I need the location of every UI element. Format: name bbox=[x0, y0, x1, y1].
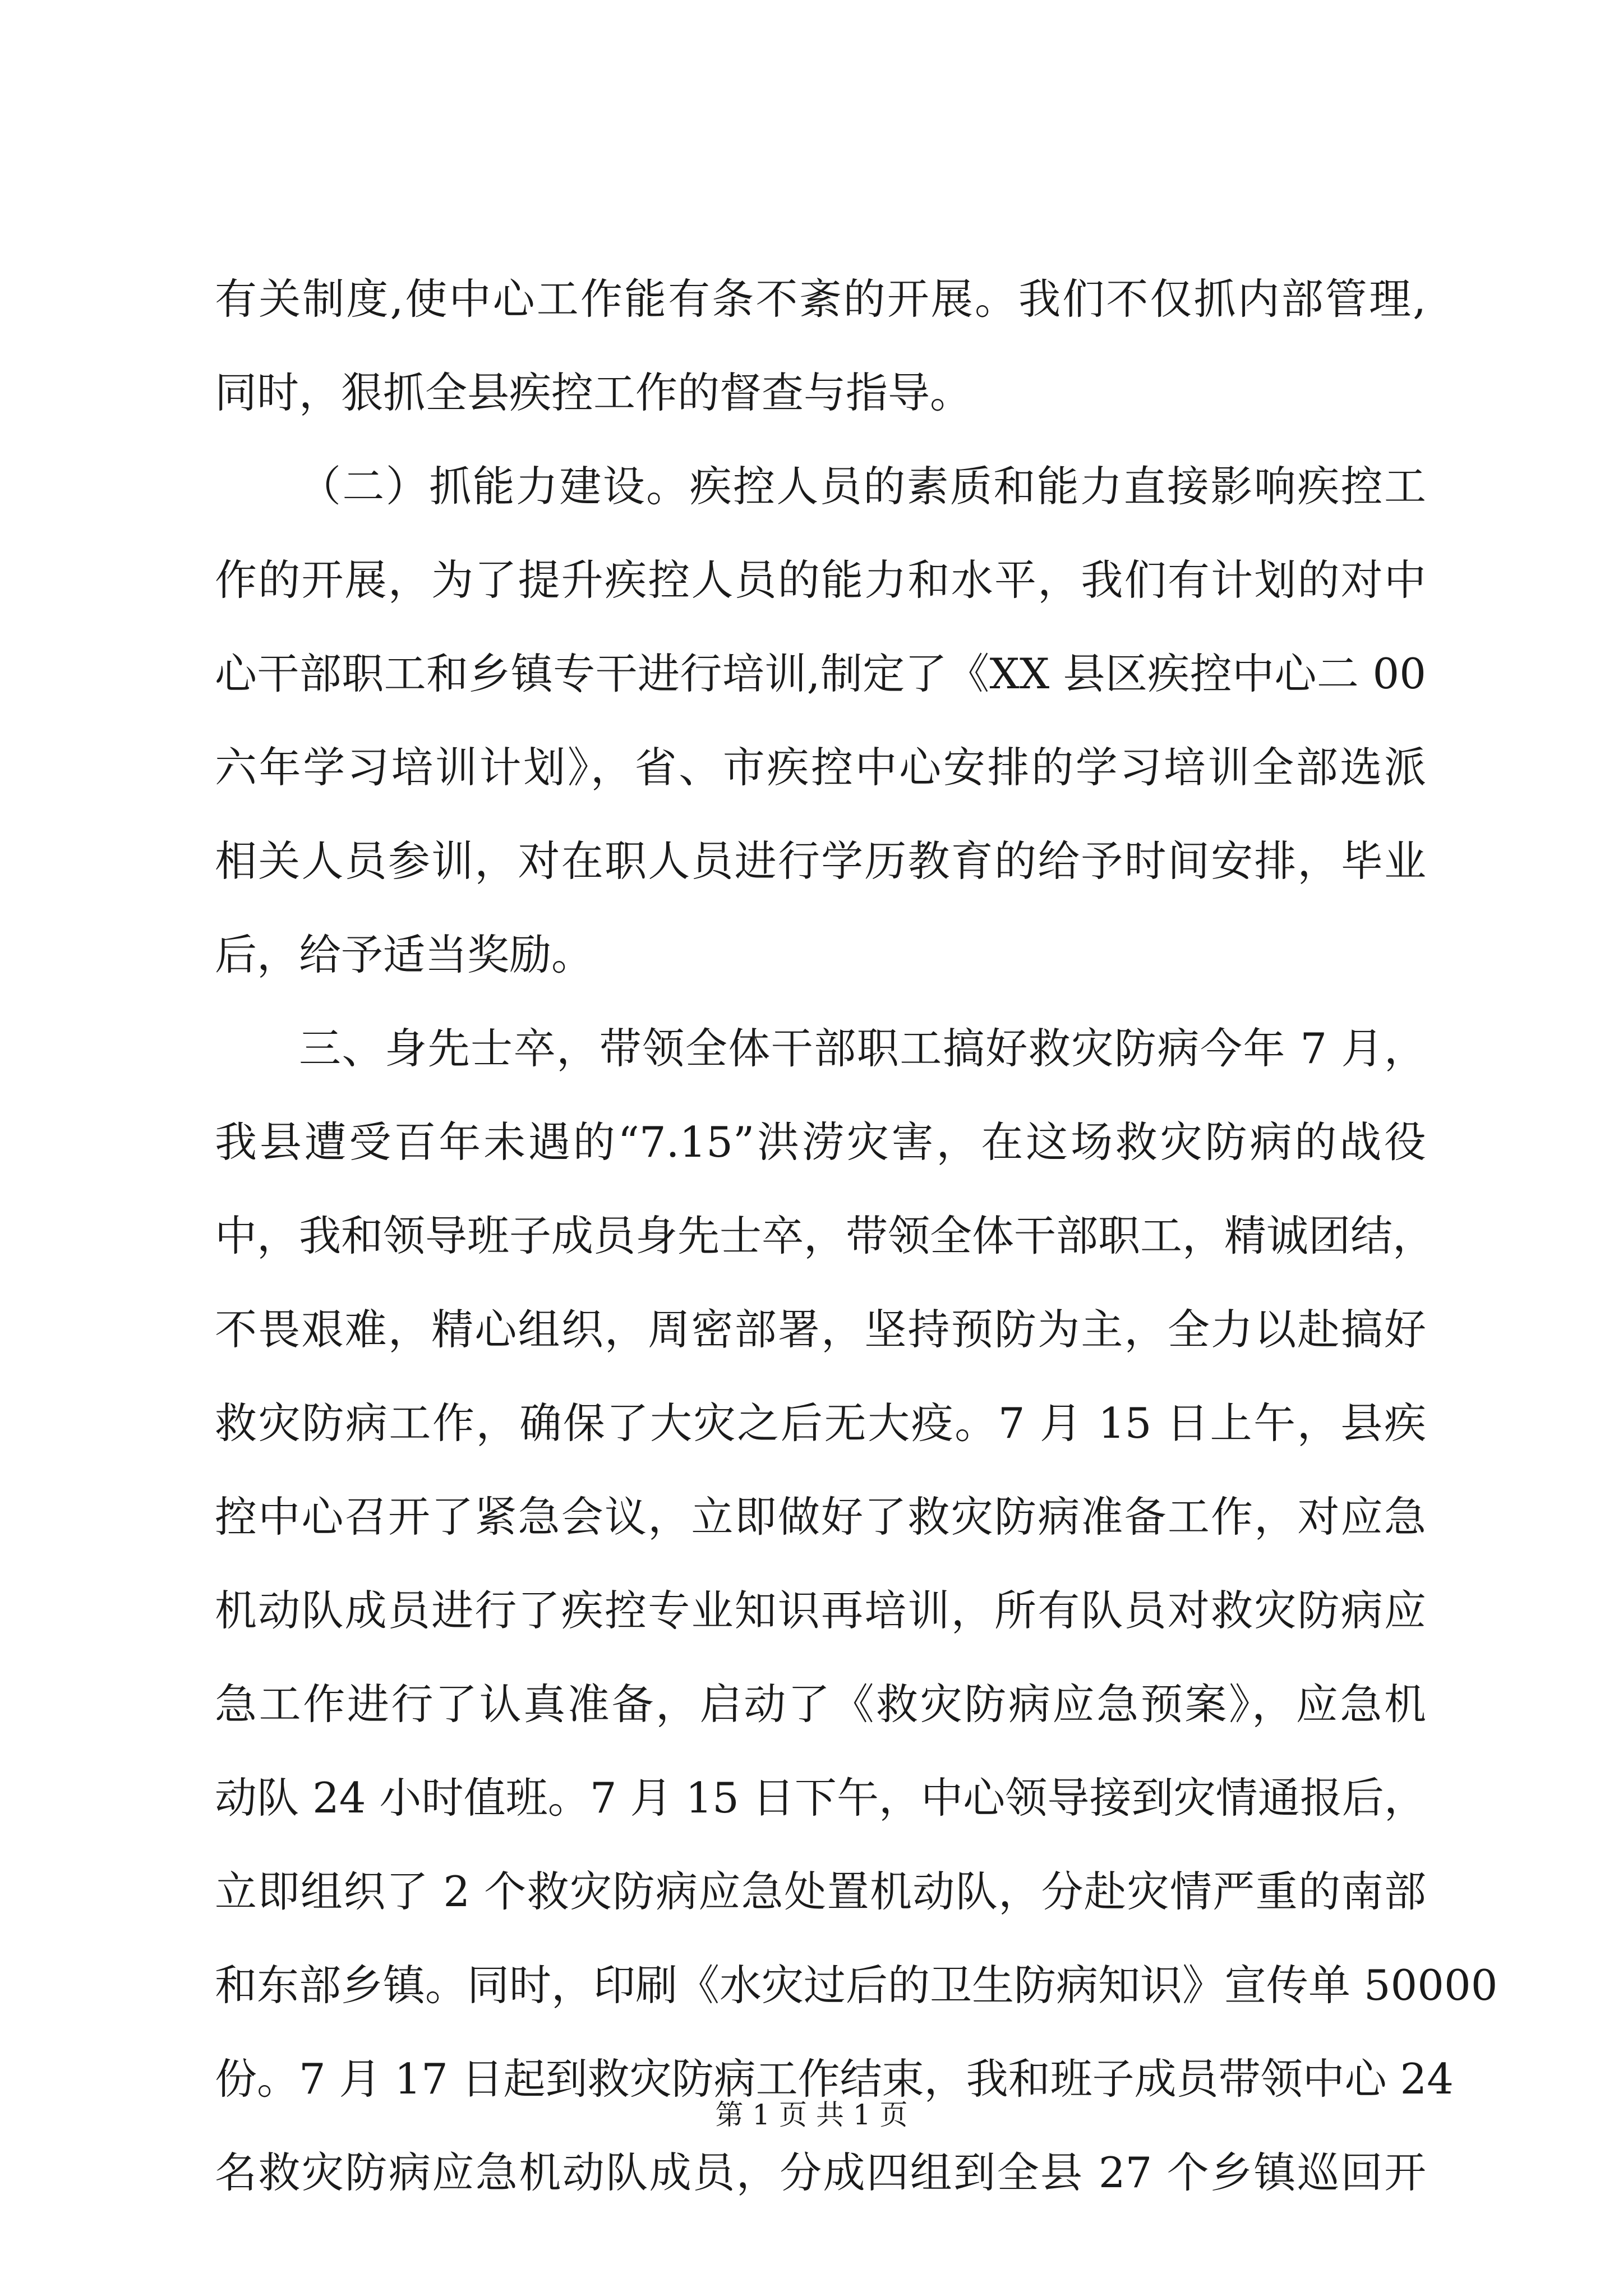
text-line-19: 和东部乡镇。同时，印刷《水灾过后的卫生防病知识》宣传单 50000 bbox=[215, 1961, 1498, 2010]
text-line-4: 作的开展，为了提升疾控人员的能力和水平，我们有计划的对中 bbox=[215, 555, 1426, 605]
text-line-10: 我县遭受百年未遇的“7.15”洪涝灾害，在这场救灾防病的战役 bbox=[215, 1117, 1426, 1167]
text-line-2: 同时，狠抓全县疾控工作的督查与指导。 bbox=[215, 368, 972, 417]
text-line-1: 有关制度,使中心工作能有条不紊的开展。我们不仅抓内部管理, bbox=[215, 274, 1426, 324]
text-line-14: 控中心召开了紧急会议，立即做好了救灾防病准备工作，对应急 bbox=[215, 1492, 1426, 1542]
document-body bbox=[215, 252, 1498, 2220]
text-line-6: 六年学习培训计划》，省、市疾控中心安排的学习培训全部选派 bbox=[215, 743, 1426, 792]
text-line-21: 名救灾防病应急机动队成员，分成四组到全县 27 个乡镇巡回开 bbox=[215, 2148, 1426, 2197]
text-line-13: 救灾防病工作，确保了大灾之后无大疫。7 月 15 日上午，县疾 bbox=[215, 1398, 1426, 1448]
page-footer bbox=[0, 2095, 1623, 2134]
text-line-16: 急工作进行了认真准备，启动了《救灾防病应急预案》，应急机 bbox=[215, 1680, 1426, 1729]
text-line-15: 机动队成员进行了疾控专业知识再培训，所有队员对救灾防病应 bbox=[215, 1586, 1426, 1635]
text-line-17: 动队 24 小时值班。7 月 15 日下午，中心领导接到灾情通报后， bbox=[215, 1773, 1426, 1823]
text-line-7: 相关人员参训，对在职人员进行学历教育的给予时间安排，毕业 bbox=[215, 836, 1426, 886]
text-line-8: 后，给予适当奖励。 bbox=[215, 930, 594, 979]
text-line-9: 三、身先士卒，带领全体干部职工搞好救灾防病今年 7 月， bbox=[299, 1024, 1426, 1073]
text-line-11: 中，我和领导班子成员身先士卒，带领全体干部职工，精诚团结， bbox=[215, 1211, 1435, 1260]
text-line-3: （二）抓能力建设。疾控人员的素质和能力直接影响疾控工 bbox=[299, 462, 1426, 511]
text-line-12: 不畏艰难，精心组织，周密部署，坚持预防为主，全力以赴搞好 bbox=[215, 1305, 1426, 1354]
text-line-5: 心干部职工和乡镇专干进行培训,制定了《XX 县区疾控中心二 00 bbox=[215, 649, 1426, 698]
page-number-label: 第 1 页 共 1 页 bbox=[715, 2099, 908, 2131]
text-line-20: 份。7 月 17 日起到救灾防病工作结束，我和班子成员带领中心 24 bbox=[215, 2054, 1454, 2104]
text-line-18: 立即组织了 2 个救灾防病应急处置机动队，分赴灾情严重的南部 bbox=[215, 1867, 1426, 1916]
